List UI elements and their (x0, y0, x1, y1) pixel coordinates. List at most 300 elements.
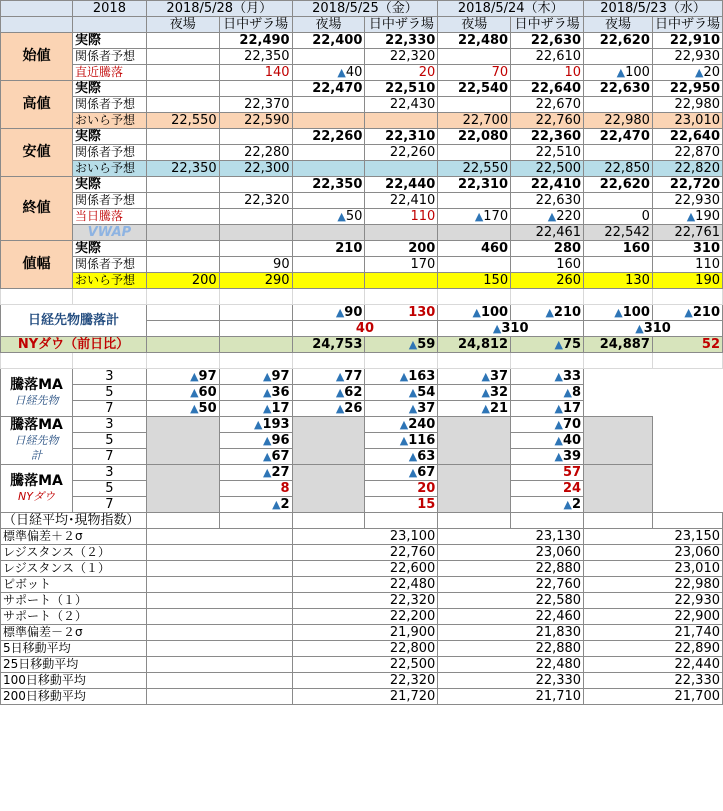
value-cell[interactable] (365, 225, 438, 241)
value-cell[interactable]: 22,580 (438, 593, 584, 609)
value-cell[interactable]: 22,610 (511, 49, 584, 65)
value-cell[interactable]: 22,700 (438, 113, 511, 129)
value-cell[interactable] (146, 65, 219, 81)
value-cell[interactable]: 22,630 (584, 81, 653, 97)
empty-cell[interactable] (365, 513, 438, 529)
empty-cell[interactable] (511, 289, 584, 305)
session-day-header[interactable]: 日中ザラ場 (365, 17, 438, 33)
category-low[interactable]: 安値 (1, 129, 73, 177)
gray-block[interactable] (292, 417, 365, 465)
value-cell[interactable]: 22,310 (438, 177, 511, 193)
row-label[interactable]: 当日騰落 (72, 209, 146, 225)
empty-cell[interactable] (1, 353, 73, 369)
empty-cell[interactable] (1, 289, 73, 305)
session-day-header[interactable]: 日中ザラ場 (219, 17, 292, 33)
value-cell[interactable] (292, 385, 365, 401)
value-cell[interactable] (652, 305, 722, 321)
value-cell[interactable]: 24,812 (438, 337, 511, 353)
value-cell[interactable] (584, 97, 653, 113)
value-cell[interactable] (219, 209, 292, 225)
value-cell[interactable] (365, 417, 438, 433)
empty-cell[interactable] (146, 689, 292, 705)
value-cell[interactable]: 22,490 (219, 33, 292, 49)
value-cell[interactable]: 23,150 (584, 529, 723, 545)
value-cell[interactable]: 22,430 (365, 97, 438, 113)
row-label[interactable]: 関係者予想 (72, 193, 146, 209)
value-cell[interactable]: 22,330 (584, 673, 723, 689)
value-cell[interactable]: 22,440 (365, 177, 438, 193)
row-label[interactable]: 関係者予想 (72, 49, 146, 65)
value-cell[interactable]: 22,510 (365, 81, 438, 97)
value-cell[interactable] (511, 385, 584, 401)
value-cell[interactable]: 160 (511, 257, 584, 273)
spot-label[interactable]: サポート（２） (1, 609, 147, 625)
value-cell[interactable] (146, 385, 219, 401)
value-cell[interactable]: 22,440 (584, 657, 723, 673)
value-cell[interactable]: 460 (438, 241, 511, 257)
empty-cell[interactable] (146, 561, 292, 577)
empty-cell[interactable] (219, 289, 292, 305)
value-cell[interactable]: 10 (511, 65, 584, 81)
value-cell[interactable] (652, 65, 722, 81)
value-cell[interactable] (219, 177, 292, 193)
value-cell[interactable]: 20 (365, 65, 438, 81)
value-cell[interactable]: 22,590 (219, 113, 292, 129)
value-cell[interactable] (219, 417, 292, 433)
value-cell[interactable]: 22,500 (511, 161, 584, 177)
empty-cell[interactable] (438, 289, 511, 305)
value-cell[interactable]: 22,550 (146, 113, 219, 129)
value-cell[interactable]: 22,980 (584, 577, 723, 593)
value-cell[interactable]: 22,330 (365, 33, 438, 49)
value-cell[interactable] (146, 97, 219, 113)
row-label[interactable]: おいら予想 (72, 113, 146, 129)
value-cell[interactable]: 8 (219, 481, 292, 497)
period-cell[interactable]: 5 (72, 481, 146, 497)
value-cell[interactable]: 190 (652, 273, 722, 289)
value-cell[interactable] (511, 401, 584, 417)
value-cell[interactable] (365, 449, 438, 465)
value-cell[interactable] (292, 257, 365, 273)
value-cell[interactable]: 22,320 (365, 49, 438, 65)
empty-cell[interactable] (584, 289, 653, 305)
value-cell[interactable]: 22,930 (652, 49, 722, 65)
value-cell[interactable] (365, 433, 438, 449)
value-cell[interactable] (146, 49, 219, 65)
value-cell[interactable] (219, 305, 292, 321)
value-cell[interactable]: 23,010 (584, 561, 723, 577)
spot-label[interactable]: サポート（１） (1, 593, 147, 609)
spot-label[interactable]: ピボット (1, 577, 147, 593)
value-cell[interactable] (511, 433, 584, 449)
value-cell[interactable] (292, 193, 365, 209)
value-cell[interactable]: 23,060 (584, 545, 723, 561)
value-cell[interactable]: 20 (365, 481, 438, 497)
ma-dow-label[interactable] (1, 465, 73, 513)
value-cell[interactable]: 22,350 (146, 161, 219, 177)
value-cell[interactable] (146, 305, 219, 321)
period-cell[interactable]: 7 (72, 497, 146, 513)
value-cell[interactable]: 40 (292, 321, 438, 337)
spot-label[interactable]: レジスタンス（２） (1, 545, 147, 561)
value-cell[interactable] (146, 241, 219, 257)
gray-block[interactable] (438, 417, 511, 465)
value-cell[interactable]: 22,630 (511, 33, 584, 49)
value-cell[interactable]: 22,900 (584, 609, 723, 625)
value-cell[interactable] (365, 113, 438, 129)
empty-cell[interactable] (219, 513, 292, 529)
value-cell[interactable] (584, 49, 653, 65)
session-night-header[interactable]: 夜場 (584, 17, 653, 33)
row-label[interactable]: 実際 (72, 81, 146, 97)
value-cell[interactable]: 22,280 (219, 145, 292, 161)
value-cell[interactable] (219, 225, 292, 241)
value-cell[interactable]: 21,900 (292, 625, 438, 641)
row-label[interactable]: 実際 (72, 33, 146, 49)
value-cell[interactable]: 52 (652, 337, 722, 353)
empty-cell[interactable] (438, 513, 511, 529)
spot-label[interactable]: 200日移動平均 (1, 689, 147, 705)
value-cell[interactable] (438, 145, 511, 161)
value-cell[interactable]: 22,930 (652, 193, 722, 209)
date-header[interactable]: 2018/5/28（月） (146, 1, 292, 17)
value-cell[interactable]: 22,980 (584, 113, 653, 129)
value-cell[interactable]: 21,700 (584, 689, 723, 705)
value-cell[interactable] (511, 305, 584, 321)
category-open[interactable]: 始値 (1, 33, 73, 81)
value-cell[interactable] (438, 97, 511, 113)
empty-cell[interactable] (652, 289, 722, 305)
value-cell[interactable]: 22,980 (652, 97, 722, 113)
value-cell[interactable] (219, 129, 292, 145)
value-cell[interactable]: 57 (511, 465, 584, 481)
value-cell[interactable]: 22,460 (438, 609, 584, 625)
value-cell[interactable]: 22,461 (511, 225, 584, 241)
value-cell[interactable]: 22,310 (365, 129, 438, 145)
value-cell[interactable]: 22,260 (292, 129, 365, 145)
gray-block[interactable] (146, 465, 219, 513)
value-cell[interactable]: 22,850 (584, 161, 653, 177)
year-header[interactable]: 2018 (72, 1, 146, 17)
gray-block[interactable] (438, 465, 511, 513)
value-cell[interactable]: 22,320 (292, 673, 438, 689)
value-cell[interactable]: 22,510 (511, 145, 584, 161)
value-cell[interactable] (438, 225, 511, 241)
spot-label[interactable]: レジスタンス（１） (1, 561, 147, 577)
period-cell[interactable]: 7 (72, 401, 146, 417)
value-cell[interactable] (219, 433, 292, 449)
value-cell[interactable] (511, 497, 584, 513)
period-cell[interactable]: 7 (72, 449, 146, 465)
value-cell[interactable]: 260 (511, 273, 584, 289)
empty-cell[interactable] (219, 353, 292, 369)
value-cell[interactable] (292, 225, 365, 241)
spot-label[interactable]: 標準偏差－２σ (1, 625, 147, 641)
category-close[interactable]: 終値 (1, 177, 73, 241)
empty-cell[interactable] (146, 353, 219, 369)
value-cell[interactable]: 110 (365, 209, 438, 225)
value-cell[interactable] (511, 449, 584, 465)
row-label[interactable]: 関係者予想 (72, 97, 146, 113)
corner-cell[interactable] (1, 17, 73, 33)
value-cell[interactable] (219, 465, 292, 481)
empty-cell[interactable] (365, 289, 438, 305)
value-cell[interactable] (146, 193, 219, 209)
value-cell[interactable] (219, 497, 292, 513)
value-cell[interactable]: 90 (219, 257, 292, 273)
spot-title[interactable]: （日経平均･現物指数） (1, 513, 147, 529)
value-cell[interactable]: 22,320 (292, 593, 438, 609)
session-night-header[interactable]: 夜場 (292, 17, 365, 33)
value-cell[interactable]: 22,320 (219, 193, 292, 209)
value-cell[interactable]: 22,910 (652, 33, 722, 49)
value-cell[interactable]: 70 (438, 65, 511, 81)
value-cell[interactable] (511, 417, 584, 433)
value-cell[interactable] (292, 273, 365, 289)
value-cell[interactable] (146, 337, 219, 353)
empty-cell[interactable] (146, 641, 292, 657)
spot-label[interactable]: 標準偏差＋２σ (1, 529, 147, 545)
empty-cell[interactable] (146, 673, 292, 689)
empty-cell[interactable] (584, 353, 653, 369)
value-cell[interactable]: 22,350 (292, 177, 365, 193)
value-cell[interactable]: 310 (652, 241, 722, 257)
value-cell[interactable]: 22,470 (292, 81, 365, 97)
value-cell[interactable] (584, 305, 653, 321)
value-cell[interactable]: 21,740 (584, 625, 723, 641)
value-cell[interactable] (511, 369, 584, 385)
ma-futures-label[interactable] (1, 369, 73, 417)
value-cell[interactable] (146, 177, 219, 193)
value-cell[interactable] (146, 401, 219, 417)
value-cell[interactable]: 21,720 (292, 689, 438, 705)
value-cell[interactable]: 22,890 (584, 641, 723, 657)
value-cell[interactable]: 21,830 (438, 625, 584, 641)
value-cell[interactable] (146, 81, 219, 97)
value-cell[interactable] (292, 145, 365, 161)
value-cell[interactable] (584, 145, 653, 161)
value-cell[interactable]: 15 (365, 497, 438, 513)
value-cell[interactable]: 22,761 (652, 225, 722, 241)
value-cell[interactable] (292, 49, 365, 65)
session-night-header[interactable]: 夜場 (438, 17, 511, 33)
value-cell[interactable] (438, 49, 511, 65)
value-cell[interactable]: 22,600 (292, 561, 438, 577)
value-cell[interactable]: 22,360 (511, 129, 584, 145)
value-cell[interactable]: 22,870 (652, 145, 722, 161)
value-cell[interactable] (146, 369, 219, 385)
value-cell[interactable] (438, 401, 511, 417)
gray-block[interactable] (292, 465, 365, 513)
empty-cell[interactable] (146, 529, 292, 545)
value-cell[interactable]: 22,760 (292, 545, 438, 561)
category-range[interactable]: 値幅 (1, 241, 73, 289)
value-cell[interactable]: 130 (584, 273, 653, 289)
value-cell[interactable] (438, 321, 584, 337)
value-cell[interactable] (146, 321, 219, 337)
value-cell[interactable] (292, 113, 365, 129)
period-cell[interactable]: 5 (72, 433, 146, 449)
row-label[interactable]: 関係者予想 (72, 145, 146, 161)
empty-cell[interactable] (292, 289, 365, 305)
value-cell[interactable]: 22,760 (438, 577, 584, 593)
value-cell[interactable] (292, 161, 365, 177)
value-cell[interactable]: 140 (219, 65, 292, 81)
period-cell[interactable]: 3 (72, 369, 146, 385)
value-cell[interactable] (584, 65, 653, 81)
row-label[interactable]: 実際 (72, 241, 146, 257)
value-cell[interactable]: 200 (365, 241, 438, 257)
session-night-header[interactable]: 夜場 (146, 17, 219, 33)
empty-cell[interactable] (146, 577, 292, 593)
value-cell[interactable]: 170 (365, 257, 438, 273)
row-label[interactable]: 直近騰落 (72, 65, 146, 81)
row-label[interactable]: 実際 (72, 129, 146, 145)
value-cell[interactable] (365, 369, 438, 385)
value-cell[interactable]: 22,880 (438, 561, 584, 577)
value-cell[interactable]: 22,500 (292, 657, 438, 673)
value-cell[interactable]: 150 (438, 273, 511, 289)
value-cell[interactable] (219, 321, 292, 337)
gray-block[interactable] (584, 465, 653, 513)
value-cell[interactable] (219, 337, 292, 353)
value-cell[interactable]: 290 (219, 273, 292, 289)
value-cell[interactable] (438, 305, 511, 321)
empty-cell[interactable] (365, 353, 438, 369)
row-label[interactable]: 実際 (72, 177, 146, 193)
value-cell[interactable]: 200 (146, 273, 219, 289)
value-cell[interactable]: 110 (652, 257, 722, 273)
value-cell[interactable] (219, 449, 292, 465)
value-cell[interactable] (292, 305, 365, 321)
empty-cell[interactable] (72, 353, 146, 369)
value-cell[interactable] (292, 97, 365, 113)
value-cell[interactable] (511, 337, 584, 353)
value-cell[interactable]: 22,620 (584, 177, 653, 193)
value-cell[interactable] (438, 209, 511, 225)
value-cell[interactable]: 22,350 (219, 49, 292, 65)
value-cell[interactable] (219, 369, 292, 385)
value-cell[interactable]: 24 (511, 481, 584, 497)
value-cell[interactable]: 24,753 (292, 337, 365, 353)
value-cell[interactable]: 22,540 (438, 81, 511, 97)
empty-cell[interactable] (146, 657, 292, 673)
value-cell[interactable]: 130 (365, 305, 438, 321)
empty-cell[interactable] (292, 513, 365, 529)
empty-cell[interactable] (146, 289, 219, 305)
value-cell[interactable] (365, 337, 438, 353)
value-cell[interactable] (219, 81, 292, 97)
value-cell[interactable] (584, 321, 723, 337)
value-cell[interactable]: 21,710 (438, 689, 584, 705)
value-cell[interactable]: 22,880 (438, 641, 584, 657)
value-cell[interactable] (584, 193, 653, 209)
ny-dow-label[interactable]: NYダウ（前日比） (1, 337, 147, 353)
value-cell[interactable] (365, 161, 438, 177)
value-cell[interactable]: 22,410 (365, 193, 438, 209)
value-cell[interactable] (438, 385, 511, 401)
value-cell[interactable]: 22,760 (511, 113, 584, 129)
spot-label[interactable]: 5日移動平均 (1, 641, 147, 657)
date-header[interactable]: 2018/5/25（金） (292, 1, 438, 17)
value-cell[interactable] (365, 273, 438, 289)
gray-block[interactable] (584, 417, 653, 465)
value-cell[interactable]: 22,820 (652, 161, 722, 177)
empty-cell[interactable] (511, 513, 584, 529)
corner-cell[interactable] (72, 17, 146, 33)
value-cell[interactable]: 22,080 (438, 129, 511, 145)
empty-cell[interactable] (146, 609, 292, 625)
value-cell[interactable]: 22,330 (438, 673, 584, 689)
spot-label[interactable]: 100日移動平均 (1, 673, 147, 689)
value-cell[interactable]: 22,400 (292, 33, 365, 49)
empty-cell[interactable] (652, 353, 722, 369)
empty-cell[interactable] (146, 625, 292, 641)
value-cell[interactable]: 22,620 (584, 33, 653, 49)
empty-cell[interactable] (438, 353, 511, 369)
date-header[interactable]: 2018/5/23（水） (584, 1, 723, 17)
value-cell[interactable]: 22,550 (438, 161, 511, 177)
value-cell[interactable] (219, 241, 292, 257)
value-cell[interactable]: 22,260 (365, 145, 438, 161)
value-cell[interactable] (146, 209, 219, 225)
value-cell[interactable]: 24,887 (584, 337, 653, 353)
value-cell[interactable] (365, 465, 438, 481)
empty-cell[interactable] (146, 513, 219, 529)
row-label[interactable]: おいら予想 (72, 161, 146, 177)
value-cell[interactable]: 22,370 (219, 97, 292, 113)
value-cell[interactable]: 22,670 (511, 97, 584, 113)
session-day-header[interactable]: 日中ザラ場 (511, 17, 584, 33)
value-cell[interactable]: 22,640 (652, 129, 722, 145)
value-cell[interactable]: 22,640 (511, 81, 584, 97)
value-cell[interactable] (146, 33, 219, 49)
value-cell[interactable] (438, 257, 511, 273)
value-cell[interactable]: 22,720 (652, 177, 722, 193)
value-cell[interactable] (219, 401, 292, 417)
empty-cell[interactable] (652, 513, 722, 529)
empty-cell[interactable] (584, 513, 653, 529)
nikkei-futures-label[interactable]: 日経先物騰落計 (1, 305, 147, 337)
value-cell[interactable]: 22,480 (438, 657, 584, 673)
empty-cell[interactable] (511, 353, 584, 369)
spot-label[interactable]: 25日移動平均 (1, 657, 147, 673)
empty-cell[interactable] (146, 545, 292, 561)
value-cell[interactable]: 23,100 (292, 529, 438, 545)
value-cell[interactable]: 23,010 (652, 113, 722, 129)
empty-cell[interactable] (146, 593, 292, 609)
value-cell[interactable]: 22,630 (511, 193, 584, 209)
value-cell[interactable]: 23,130 (438, 529, 584, 545)
value-cell[interactable] (146, 225, 219, 241)
value-cell[interactable] (365, 385, 438, 401)
value-cell[interactable] (219, 385, 292, 401)
value-cell[interactable] (292, 369, 365, 385)
value-cell[interactable]: 160 (584, 241, 653, 257)
row-label[interactable]: 関係者予想 (72, 257, 146, 273)
value-cell[interactable]: 22,800 (292, 641, 438, 657)
value-cell[interactable] (652, 209, 722, 225)
value-cell[interactable]: 22,480 (292, 577, 438, 593)
value-cell[interactable]: 22,470 (584, 129, 653, 145)
row-label[interactable]: おいら予想 (72, 273, 146, 289)
gray-block[interactable] (146, 417, 219, 465)
value-cell[interactable]: 0 (584, 209, 653, 225)
value-cell[interactable] (511, 209, 584, 225)
value-cell[interactable] (438, 369, 511, 385)
period-cell[interactable]: 3 (72, 465, 146, 481)
value-cell[interactable]: 22,480 (438, 33, 511, 49)
